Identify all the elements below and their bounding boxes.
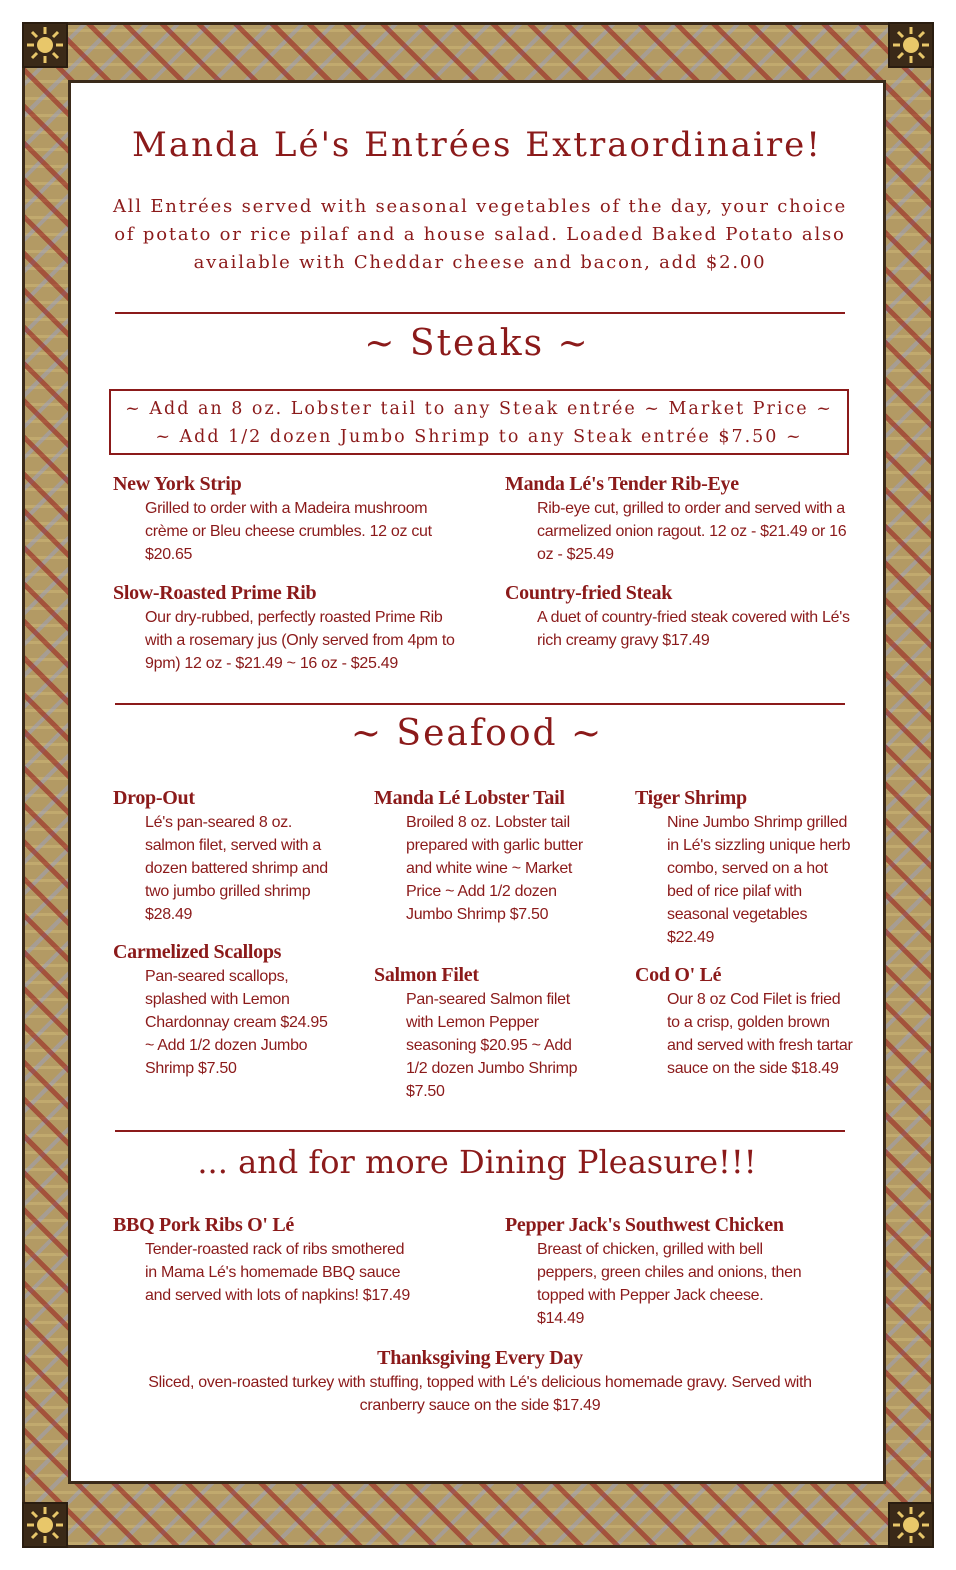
item-name: Drop-Out bbox=[113, 787, 195, 809]
sun-icon bbox=[22, 22, 68, 68]
item-description: Breast of chicken, grilled with bell peppers, green chiles and onions, then topped with Pepper Jack cheese. $14.49 bbox=[537, 1241, 802, 1327]
item-description: Rib-eye cut, grilled to order and served with a carmelized onion ragout. 12 oz - $21.49 or 16 oz - $25.49 bbox=[537, 500, 847, 563]
item-name: Carmelized Scallops bbox=[113, 941, 282, 963]
menu-panel bbox=[68, 80, 886, 1484]
section-title-seafood: ~ Seafood ~ bbox=[350, 713, 604, 754]
item-description: Grilled to order with a Madeira mushroom crème or Bleu cheese crumbles. 12 oz cut $20.65 bbox=[145, 500, 432, 563]
promo-line: ~ Add 1/2 dozen Jumbo Shrimp to any Steak entrée $7.50 ~ bbox=[155, 427, 803, 447]
steak-promo-box bbox=[109, 389, 849, 455]
item-name: Manda Lé Lobster Tail bbox=[374, 787, 565, 809]
item-name: Slow-Roasted Prime Rib bbox=[113, 582, 317, 604]
item-name: Manda Lé's Tender Rib-Eye bbox=[505, 473, 739, 495]
sun-icon bbox=[22, 1502, 68, 1548]
menu-item bbox=[374, 785, 592, 926]
menu-item bbox=[374, 962, 592, 1103]
menu-item bbox=[113, 785, 331, 926]
item-description: Lé's pan-seared 8 oz. salmon filet, served with a dozen battered shrimp and two jumbo grilled shrimp $28.49 bbox=[145, 814, 328, 923]
item-description: Pan-seared Salmon filet with Lemon Pepper seasoning $20.95 ~ Add 1/2 dozen Jumbo Shrimp $7.50 bbox=[406, 991, 578, 1100]
item-description: Sliced, oven-roasted turkey with stuffing, topped with Lé's delicious homemade gravy. Served with cranberry sauce on the side $17.49 bbox=[148, 1374, 812, 1414]
item-name: Tiger Shrimp bbox=[635, 787, 747, 809]
menu-item bbox=[113, 580, 463, 675]
item-description: Broiled 8 oz. Lobster tail prepared with garlic butter and white wine ~ Market Price ~ Add 1/2 dozen Jumbo Shrimp $7.50 bbox=[406, 814, 583, 923]
item-name: Salmon Filet bbox=[374, 964, 479, 986]
item-description: A duet of country-fried steak covered with Lé's rich creamy gravy $17.49 bbox=[537, 609, 850, 649]
item-description: Nine Jumbo Shrimp grilled in Lé's sizzling unique herb combo, served on a hot bed of rice pilaf with seasonal vegetables $22.49 bbox=[667, 814, 851, 946]
divider bbox=[115, 703, 845, 705]
menu-item bbox=[113, 471, 463, 566]
menu-item bbox=[131, 1345, 829, 1417]
item-description: Our dry-rubbed, perfectly roasted Prime Rib with a rosemary jus (Only served from 4pm to 9pm) 12 oz - $21.49 ~ 16 oz - $25.49 bbox=[145, 609, 455, 672]
menu-item bbox=[635, 962, 853, 1080]
sun-icon bbox=[888, 22, 934, 68]
divider bbox=[115, 1130, 845, 1132]
item-description: Our 8 oz Cod Filet is fried to a crisp, golden brown and served with fresh tartar sauce on the side $18.49 bbox=[667, 991, 853, 1077]
section-title-steaks: ~ Steaks ~ bbox=[364, 323, 590, 364]
sun-icon bbox=[888, 1502, 934, 1548]
item-description: Tender-roasted rack of ribs smothered in Mama Lé's homemade BBQ sauce and served with lots of napkins! $17.49 bbox=[145, 1241, 410, 1304]
menu-item bbox=[505, 471, 855, 566]
page-title: Manda Lé's Entrées Extraordinaire! bbox=[132, 125, 822, 165]
section-title-more: ... and for more Dining Pleasure!!! bbox=[197, 1143, 757, 1181]
menu-item bbox=[505, 1212, 805, 1330]
item-name: New York Strip bbox=[113, 473, 242, 495]
menu-item bbox=[635, 785, 853, 949]
menu-item bbox=[505, 580, 855, 652]
item-name: Cod O' Lé bbox=[635, 964, 722, 986]
item-name: BBQ Pork Ribs O' Lé bbox=[113, 1214, 294, 1236]
item-name: Country-fried Steak bbox=[505, 582, 673, 604]
item-description: Pan-seared scallops, splashed with Lemon Chardonnay cream $24.95 ~ Add 1/2 dozen Jumbo Shrimp $7.50 bbox=[145, 968, 328, 1077]
item-name: Pepper Jack's Southwest Chicken bbox=[505, 1214, 784, 1236]
promo-line: ~ Add an 8 oz. Lobster tail to any Steak entrée ~ Market Price ~ bbox=[125, 399, 833, 419]
divider bbox=[115, 312, 845, 314]
menu-item bbox=[113, 939, 331, 1080]
menu-item bbox=[113, 1212, 413, 1307]
intro-text: All Entrées served with seasonal vegetables of the day, your choice of potato or rice pilaf and a house salad. Loaded Baked Potato also available with Cheddar cheese and bacon, add $2.00 bbox=[112, 196, 848, 273]
item-name: Thanksgiving Every Day bbox=[377, 1347, 583, 1369]
